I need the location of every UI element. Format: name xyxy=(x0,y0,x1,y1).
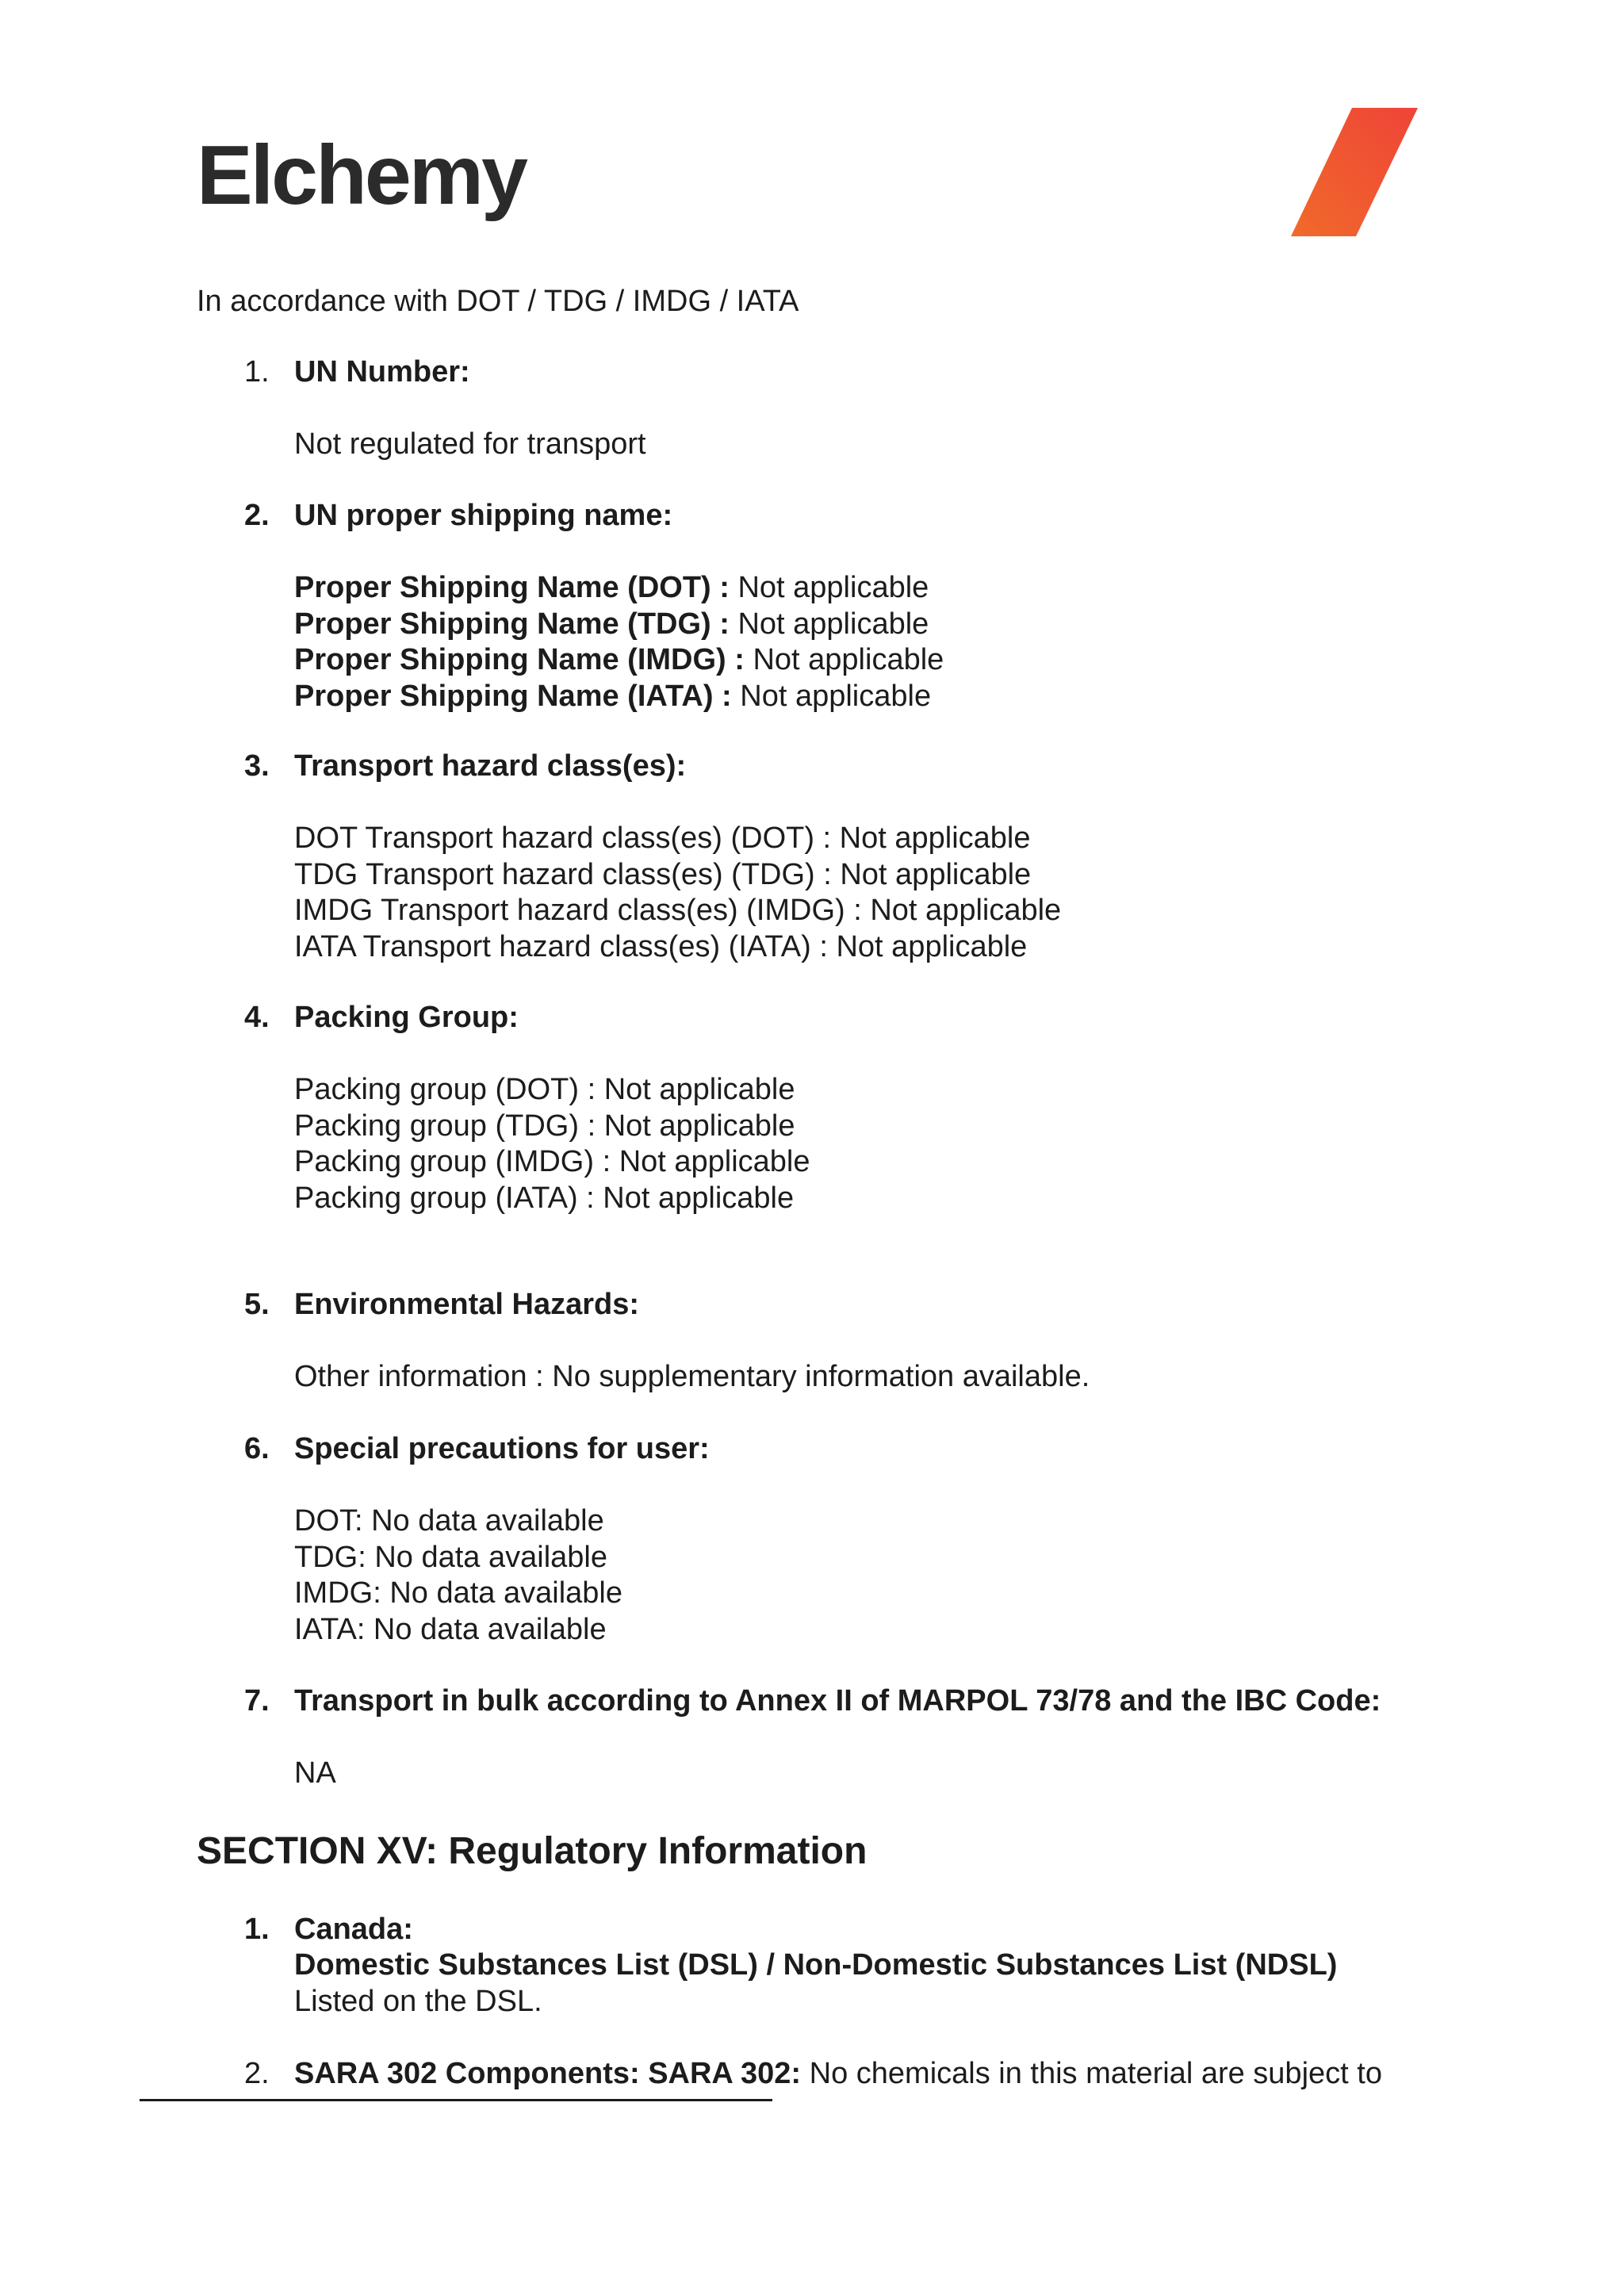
item-heading: Environmental Hazards: xyxy=(294,1288,639,1321)
content-line: Packing group (TDG) : Not applicable xyxy=(294,1109,795,1143)
item-number: 5. xyxy=(244,1288,270,1321)
elchemy-logo xyxy=(197,128,527,244)
item-number: 4. xyxy=(244,1001,270,1034)
content-line: IMDG: No data available xyxy=(294,1576,622,1610)
content-line: TDG: No data available xyxy=(294,1540,607,1574)
content-line: IATA Transport hazard class(es) (IATA) : Not applicable xyxy=(294,929,1028,963)
regulation-intro: In accordance with DOT / TDG / IMDG / IATA xyxy=(197,285,799,318)
item-content xyxy=(294,427,646,463)
item-heading: Transport in bulk according to Annex II of MARPOL 73/78 and the IBC Code: xyxy=(294,1684,1381,1718)
item-content xyxy=(294,1503,622,1648)
content-line: Listed on the DSL. xyxy=(294,1984,542,2018)
content-line: Packing group (IMDG) : Not applicable xyxy=(294,1145,810,1178)
item-number: 3. xyxy=(244,749,270,783)
item-content xyxy=(294,1359,1090,1396)
logo-wordmark: Elchemy xyxy=(197,128,527,222)
item-content xyxy=(294,1756,336,1792)
item-content xyxy=(294,1947,1337,2020)
footnote-divider xyxy=(140,2099,772,2101)
content-line: Other information : No supplementary information available. xyxy=(294,1360,1090,1393)
item-content xyxy=(294,821,1061,965)
brand-slash-mark xyxy=(1291,108,1418,236)
content-line: Not regulated for transport xyxy=(294,427,646,461)
item-number: 1. xyxy=(244,355,270,389)
item-number: 6. xyxy=(244,1432,270,1465)
item-content xyxy=(294,570,944,714)
item-heading: Canada: xyxy=(294,1913,413,1946)
item-number: 1. xyxy=(244,1913,270,1946)
content-line: Proper Shipping Name (DOT) : Not applicable xyxy=(294,571,929,604)
content-line: IMDG Transport hazard class(es) (IMDG) : Not applicable xyxy=(294,894,1062,927)
item-content xyxy=(294,1072,810,1216)
content-line: Proper Shipping Name (TDG) : Not applicable xyxy=(294,607,929,641)
item-heading: Transport hazard class(es): xyxy=(294,749,687,783)
item-heading: Special precautions for user: xyxy=(294,1432,710,1465)
content-line: Proper Shipping Name (IMDG) : Not applicable xyxy=(294,643,944,676)
content-line: Proper Shipping Name (IATA) : Not applicable xyxy=(294,679,932,713)
item-heading: UN proper shipping name: xyxy=(294,499,673,532)
content-line: IATA: No data available xyxy=(294,1612,607,1646)
content-subheading: Domestic Substances List (DSL) / Non-Domestic Substances List (NDSL) xyxy=(294,1948,1338,1982)
item-number: 2. xyxy=(244,2057,270,2090)
item-number: 2. xyxy=(244,499,270,532)
content-line: TDG Transport hazard class(es) (TDG) : Not applicable xyxy=(294,857,1032,891)
item-heading: UN Number: xyxy=(294,355,470,389)
content-line: Packing group (IATA) : Not applicable xyxy=(294,1181,795,1215)
item-heading: SARA 302 Components: SARA 302: No chemicals in this material are subject to xyxy=(294,2057,1382,2090)
content-line: DOT: No data available xyxy=(294,1504,604,1538)
section-15-title: SECTION XV: Regulatory Information xyxy=(197,1830,868,1872)
content-line: Packing group (DOT) : Not applicable xyxy=(294,1073,795,1106)
content-line: DOT Transport hazard class(es) (DOT) : Not applicable xyxy=(294,821,1031,855)
item-number: 7. xyxy=(244,1684,270,1718)
content-line: NA xyxy=(294,1756,336,1790)
item-heading: Packing Group: xyxy=(294,1001,519,1034)
